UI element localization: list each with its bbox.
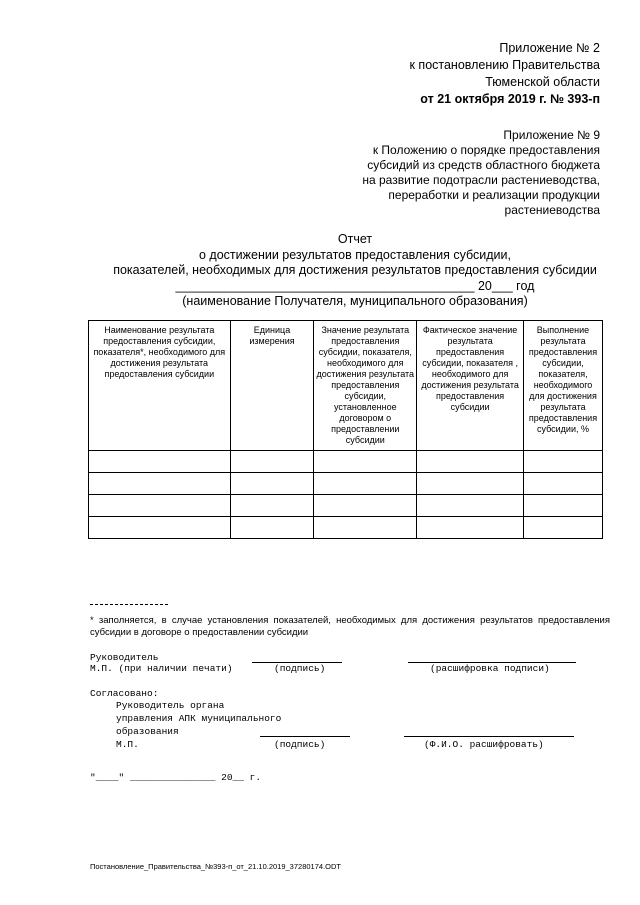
table-row <box>89 451 603 473</box>
appendix-9-line-3: субсидий из средств областного бюджета <box>367 158 600 172</box>
appendix-9-block <box>362 128 600 218</box>
signature-line-2[interactable] <box>260 736 350 737</box>
table-cell[interactable] <box>417 495 524 517</box>
appendix-2-line-1: Приложение № 2 <box>499 41 600 55</box>
table-cell[interactable] <box>230 451 314 473</box>
table-cell[interactable] <box>230 495 314 517</box>
table-row <box>89 517 603 539</box>
signature-caption: (подпись) <box>274 663 326 674</box>
table-cell[interactable] <box>230 517 314 539</box>
file-footer: Постановление_Правительства_№393-п_от_21.10.2019_37280174.ODT <box>90 862 341 871</box>
header-completion-percent: Выполнение результата предоставления субсидии, показателя, необходимого для достижения результата предоставления субсидии, % <box>524 321 603 451</box>
agreed-label: Согласовано: <box>90 688 159 699</box>
table-cell[interactable] <box>417 473 524 495</box>
appendix-2-block <box>409 40 600 108</box>
table-row <box>89 495 603 517</box>
table-header-row <box>89 321 603 451</box>
appendix-9-line-6: растениеводства <box>504 203 600 217</box>
table-cell[interactable] <box>89 517 231 539</box>
table-cell[interactable] <box>89 473 231 495</box>
stamp-label: М.П. (при наличии печати) <box>90 663 233 674</box>
org-line-1: Руководитель органа <box>116 700 225 711</box>
header-unit: Единица измерения <box>230 321 314 451</box>
appendix-9-line-2: к Положению о порядке предоставления <box>372 143 600 157</box>
report-table <box>88 320 603 539</box>
fio-caption: (Ф.И.О. расшифровать) <box>424 739 544 750</box>
table-cell[interactable] <box>417 517 524 539</box>
decryption-caption: (расшифровка подписи) <box>430 663 550 674</box>
header-actual-value: Фактическое значение результата предоставления субсидии, показателя , необходимого для достижения результата предоставления субсидии <box>417 321 524 451</box>
appendix-2-line-3: Тюменской области <box>485 75 600 89</box>
date-line[interactable]: "____" _______________ 20__ г. <box>90 772 262 783</box>
title-line-1: Отчет <box>337 232 373 246</box>
table-cell[interactable] <box>89 495 231 517</box>
appendix-9-line-4: на развитие подотрасли растениеводства, <box>362 173 600 187</box>
title-line-5: (наименование Получателя, муниципального образования) <box>182 294 528 308</box>
mp-label: М.П. <box>116 739 139 750</box>
footnote-text: * заполняется, в случае установления показателей, необходимых для достижения результатов предоставления субсидии в договоре о предоставлении субсидии <box>90 615 610 638</box>
table-cell[interactable] <box>524 473 603 495</box>
appendix-9-line-1: Приложение № 9 <box>503 128 600 142</box>
org-line-3: образования <box>116 726 179 737</box>
header-result-name: Наименование результата предоставления субсидии, показателя*, необходимого для достижения результата предоставления субсидии <box>89 321 231 451</box>
table-row <box>89 473 603 495</box>
report-title <box>60 232 640 310</box>
table-cell[interactable] <box>89 451 231 473</box>
head-label: Руководитель <box>90 652 159 663</box>
appendix-9-line-5: переработки и реализации продукции <box>388 188 600 202</box>
appendix-2-line-4: от 21 октября 2019 г. № 393-п <box>420 92 600 106</box>
table-cell[interactable] <box>524 451 603 473</box>
org-line-2: управления АПК муниципального <box>116 713 282 724</box>
table-cell[interactable] <box>314 473 417 495</box>
title-line-3: показателей, необходимых для достижения результатов предоставления субсидии <box>113 263 597 277</box>
table-cell[interactable] <box>524 517 603 539</box>
table-cell[interactable] <box>524 495 603 517</box>
fio-line[interactable] <box>404 736 574 737</box>
appendix-2-line-2: к постановлению Правительства <box>409 58 600 72</box>
title-line-2: о достижении результатов предоставления субсидии, <box>199 247 511 262</box>
signature-caption-2: (подпись) <box>274 739 326 750</box>
header-planned-value: Значение результата предоставления субсидии, показателя, необходимого для достижения результата предоставления субсидии, установленное договором о предоставлении субсидии <box>314 321 417 451</box>
title-line-4: ___________________________________________ 20___ год <box>175 278 535 293</box>
footnote-separator <box>90 604 168 605</box>
table-cell[interactable] <box>314 451 417 473</box>
table-cell[interactable] <box>417 451 524 473</box>
table-cell[interactable] <box>314 517 417 539</box>
table-cell[interactable] <box>230 473 314 495</box>
table-cell[interactable] <box>314 495 417 517</box>
